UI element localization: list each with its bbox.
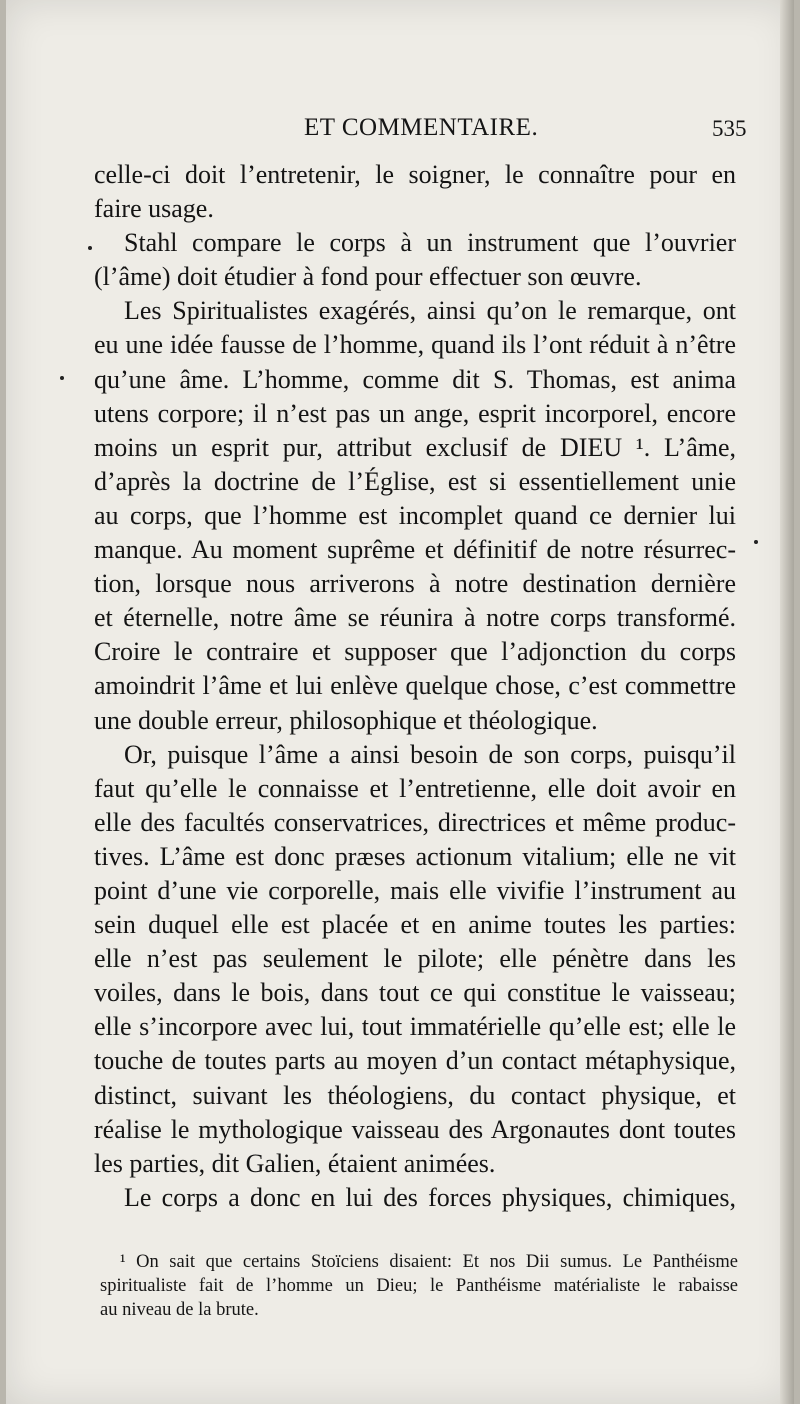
text-line: faire usage.: [94, 194, 214, 224]
running-head-title: ET COMMENTAIRE.: [304, 114, 539, 141]
margin-speck: [754, 540, 758, 544]
text-line: sein duquel elle est placée et en anime toutes les parties:: [94, 910, 736, 940]
text-line: Croire le contraire et supposer que l’adjonction du corps: [94, 637, 736, 667]
text-line: distinct, suivant les théologiens, du contact physique, et: [94, 1080, 736, 1110]
margin-speck: [88, 246, 92, 250]
text-line: utens corpore; il n’est pas un ange, esprit incorporel, encore: [94, 398, 736, 428]
footnote-line: au niveau de la brute.: [100, 1300, 259, 1320]
body-text: [94, 158, 736, 1215]
text-line: les parties, dit Galien, étaient animées.: [94, 1148, 496, 1178]
text-line: Le corps a donc en lui des forces physiques, chimiques,: [124, 1182, 736, 1212]
text-line: Or, puisque l’âme a ainsi besoin de son corps, puisqu’il: [124, 739, 736, 769]
text-line: elle s’incorpore avec lui, tout immatérielle qu’elle est; elle le: [94, 1012, 736, 1042]
running-head: [0, 108, 800, 144]
text-line: (l’âme) doit étudier à fond pour effectuer son œuvre.: [94, 262, 642, 292]
page-number: 535: [712, 116, 747, 141]
footnotes: [100, 1250, 738, 1322]
text-line: eu une idée fausse de l’homme, quand ils l’ont réduit à n’être: [94, 330, 736, 360]
text-line: une double erreur, philosophique et théologique.: [94, 705, 598, 735]
text-line: faut qu’elle le connaisse et l’entretienne, elle doit avoir en: [94, 773, 736, 803]
text-line: Stahl compare le corps à un instrument que l’ouvrier: [124, 228, 736, 258]
text-line: celle-ci doit l’entretenir, le soigner, le connaître pour en: [94, 160, 736, 189]
text-line: qu’une âme. L’homme, comme dit S. Thomas, est anima: [94, 364, 736, 394]
margin-speck: [60, 376, 64, 380]
text-line: touche de toutes parts au moyen d’un contact métaphysique,: [94, 1046, 736, 1076]
text-line: manque. Au moment suprême et définitif de notre résurrec-: [94, 535, 736, 565]
text-line: amoindrit l’âme et lui enlève quelque chose, c’est commettre: [94, 671, 736, 701]
footnote-line: ¹ On sait que certains Stoïciens disaient: Et nos Dii sumus. Le Panthéisme: [120, 1252, 738, 1272]
text-line: d’après la doctrine de l’Église, est si essentiellement unie: [94, 466, 736, 496]
text-line: tives. L’âme est donc præses actionum vitalium; elle ne vit: [94, 841, 736, 871]
text-line: tion, lorsque nous arriverons à notre destination dernière: [94, 569, 736, 599]
page-edge: [780, 0, 794, 1404]
text-line: elle des facultés conservatrices, directrices et même produc-: [94, 807, 736, 837]
text-line: au corps, que l’homme est incomplet quand ce dernier lui: [94, 500, 736, 530]
footnote-line: spiritualiste fait de l’homme un Dieu; le Panthéisme matérialiste le rabaisse: [100, 1276, 738, 1296]
text-line: et éternelle, notre âme se réunira à notre corps transformé.: [94, 603, 736, 633]
text-line: moins un esprit pur, attribut exclusif de DIEU ¹. L’âme,: [94, 432, 736, 462]
text-line: Les Spiritualistes exagérés, ainsi qu’on le remarque, ont: [124, 296, 736, 326]
text-line: point d’une vie corporelle, mais elle vivifie l’instrument au: [94, 875, 736, 905]
text-line: elle n’est pas seulement le pilote; elle pénètre dans les: [94, 944, 736, 974]
text-line: voiles, dans le bois, dans tout ce qui constitue le vaisseau;: [94, 978, 736, 1008]
text-line: réalise le mythologique vaisseau des Argonautes dont toutes: [94, 1114, 736, 1144]
